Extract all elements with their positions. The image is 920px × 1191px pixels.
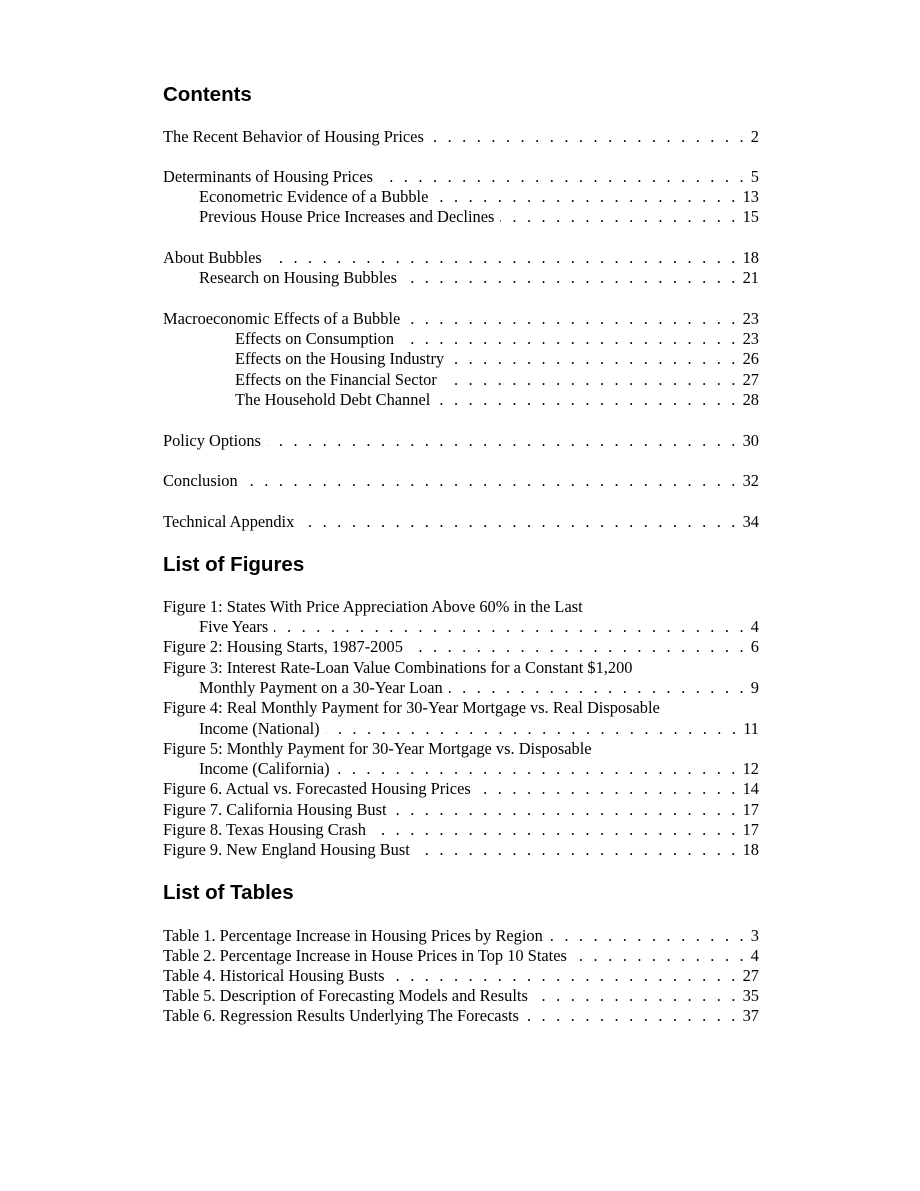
figure-entry-page: 9 — [750, 678, 759, 697]
figure-entry-label: Figure 7. California Housing Bust — [163, 800, 387, 819]
toc-entry-label: Research on Housing Bubbles — [199, 268, 398, 287]
leader-dots — [268, 248, 739, 268]
toc-entry-label: Conclusion — [163, 471, 238, 490]
toc-entry-label: The Household Debt Channel — [235, 390, 431, 409]
leader-dots — [416, 840, 739, 860]
leader-dots — [573, 946, 747, 966]
figure-entry[interactable] — [163, 637, 759, 657]
toc-entry-label: Effects on Consumption — [235, 329, 395, 348]
contents-heading: Contents — [163, 83, 252, 106]
table-entry[interactable] — [163, 1006, 759, 1026]
figure-entry-page: 11 — [743, 719, 759, 738]
toc-entry[interactable] — [163, 187, 759, 207]
toc-entry-label: Effects on the Housing Industry — [235, 349, 445, 368]
toc-entry-page: 34 — [742, 512, 759, 531]
figure-entry[interactable] — [163, 779, 759, 799]
toc-entry-page: 18 — [742, 248, 759, 267]
toc-entry[interactable] — [163, 431, 759, 451]
tables-heading: List of Tables — [163, 881, 294, 904]
leader-dots — [450, 349, 739, 369]
leader-dots — [400, 329, 739, 349]
toc-entry-page: 30 — [742, 431, 759, 450]
figure-entry-label: Five Years — [199, 617, 269, 636]
table-entry[interactable] — [163, 946, 759, 966]
table-entry-page: 35 — [742, 986, 759, 1005]
toc-entry-page: 5 — [750, 167, 759, 186]
leader-dots — [449, 678, 747, 698]
leader-dots — [403, 268, 739, 288]
figures-heading: List of Figures — [163, 553, 305, 576]
toc-entry-page: 23 — [742, 309, 759, 328]
leader-dots — [534, 986, 739, 1006]
leader-dots — [443, 370, 739, 390]
figure-entry-label: Figure 6. Actual vs. Forecasted Housing Prices — [163, 779, 471, 798]
figure-entry-page: 14 — [742, 779, 759, 798]
table-entry-label: Table 6. Regression Results Underlying The Forecasts — [163, 1006, 519, 1025]
figure-entry-label: Figure 8. Texas Housing Crash — [163, 820, 366, 839]
figure-entry-line1[interactable]: Figure 1: States With Price Appreciation Above 60% in the Last — [163, 597, 583, 616]
figure-entry-page: 6 — [750, 637, 759, 656]
leader-dots — [244, 471, 739, 491]
figure-entry-label: Figure 9. New England Housing Bust — [163, 840, 410, 859]
toc-entry[interactable] — [163, 390, 759, 410]
leader-dots — [326, 719, 740, 739]
toc-entry[interactable] — [163, 471, 759, 491]
leader-dots — [300, 512, 738, 532]
table-entry-page: 4 — [750, 946, 759, 965]
toc-entry[interactable] — [163, 370, 759, 390]
leader-dots — [390, 966, 738, 986]
leader-dots — [430, 127, 747, 147]
figure-entry-page: 17 — [742, 820, 759, 839]
toc-entry-page: 28 — [742, 390, 759, 409]
table-entry-page: 3 — [750, 926, 759, 945]
leader-dots — [379, 167, 747, 187]
leader-dots — [393, 800, 739, 820]
figure-entry[interactable] — [163, 719, 759, 739]
table-entry-label: Table 2. Percentage Increase in House Prices in Top 10 States — [163, 946, 567, 965]
toc-entry-page: 2 — [750, 127, 759, 146]
figure-entry-label: Monthly Payment on a 30-Year Loan — [199, 678, 443, 697]
leader-dots — [274, 617, 747, 637]
toc-entry[interactable] — [163, 268, 759, 288]
table-entry-label: Table 1. Percentage Increase in Housing Prices by Region — [163, 926, 543, 945]
figure-entry[interactable] — [163, 820, 759, 840]
toc-entry-page: 27 — [742, 370, 759, 389]
toc-entry[interactable] — [163, 167, 759, 187]
figure-entry[interactable] — [163, 759, 759, 779]
toc-entry-page: 23 — [742, 329, 759, 348]
table-entry[interactable] — [163, 966, 759, 986]
toc-entry-label: Econometric Evidence of a Bubble — [199, 187, 429, 206]
leader-dots — [409, 637, 747, 657]
toc-entry[interactable] — [163, 349, 759, 369]
leader-dots — [477, 779, 739, 799]
figure-entry-page: 17 — [742, 800, 759, 819]
toc-entry-page: 13 — [742, 187, 759, 206]
toc-entry-label: Technical Appendix — [163, 512, 295, 531]
toc-entry[interactable] — [163, 329, 759, 349]
figure-entry[interactable] — [163, 840, 759, 860]
toc-entry[interactable] — [163, 309, 759, 329]
toc-entry-label: Determinants of Housing Prices — [163, 167, 373, 186]
leader-dots — [549, 926, 747, 946]
leader-dots — [525, 1006, 739, 1026]
figure-entry-line1[interactable]: Figure 4: Real Monthly Payment for 30-Year Mortgage vs. Real Disposable — [163, 698, 660, 717]
leader-dots — [372, 820, 739, 840]
toc-entry-label: Macroeconomic Effects of a Bubble — [163, 309, 401, 328]
figure-entry-label: Income (National) — [199, 719, 320, 738]
table-entry-page: 27 — [742, 966, 759, 985]
figure-entry-page: 12 — [742, 759, 759, 778]
toc-entry-label: About Bubbles — [163, 248, 262, 267]
leader-dots — [434, 187, 738, 207]
table-entry-page: 37 — [742, 1006, 759, 1025]
leader-dots — [336, 759, 739, 779]
table-entry[interactable] — [163, 926, 759, 946]
leader-dots — [406, 309, 738, 329]
table-entry-label: Table 4. Historical Housing Busts — [163, 966, 385, 985]
figure-entry[interactable] — [163, 617, 759, 637]
figure-entry[interactable] — [163, 678, 759, 698]
toc-entry[interactable] — [163, 512, 759, 532]
table-entry[interactable] — [163, 986, 759, 1006]
toc-entry-page: 32 — [742, 471, 759, 490]
figure-entry-label: Income (California) — [199, 759, 330, 778]
figure-entry-page: 18 — [742, 840, 759, 859]
figure-entry-line1[interactable]: Figure 5: Monthly Payment for 30-Year Mortgage vs. Disposable — [163, 739, 592, 758]
leader-dots — [267, 431, 739, 451]
figure-entry-page: 4 — [750, 617, 759, 636]
leader-dots — [500, 207, 738, 227]
toc-entry-page: 15 — [742, 207, 759, 226]
figure-entry-label: Figure 2: Housing Starts, 1987-2005 — [163, 637, 403, 656]
toc-entry-label: Effects on the Financial Sector — [235, 370, 437, 389]
toc-entry-label: Previous House Price Increases and Declines — [199, 207, 495, 226]
toc-entry[interactable] — [163, 248, 759, 268]
table-entry-label: Table 5. Description of Forecasting Models and Results — [163, 986, 528, 1005]
figure-entry-line1[interactable]: Figure 3: Interest Rate-Loan Value Combinations for a Constant $1,200 — [163, 658, 633, 677]
figure-entry[interactable] — [163, 800, 759, 820]
toc-entry[interactable] — [163, 127, 759, 147]
toc-entry-page: 26 — [742, 349, 759, 368]
toc-entry[interactable] — [163, 207, 759, 227]
toc-entry-page: 21 — [742, 268, 759, 287]
toc-entry-label: The Recent Behavior of Housing Prices — [163, 127, 424, 146]
toc-entry-label: Policy Options — [163, 431, 261, 450]
leader-dots — [436, 390, 738, 410]
